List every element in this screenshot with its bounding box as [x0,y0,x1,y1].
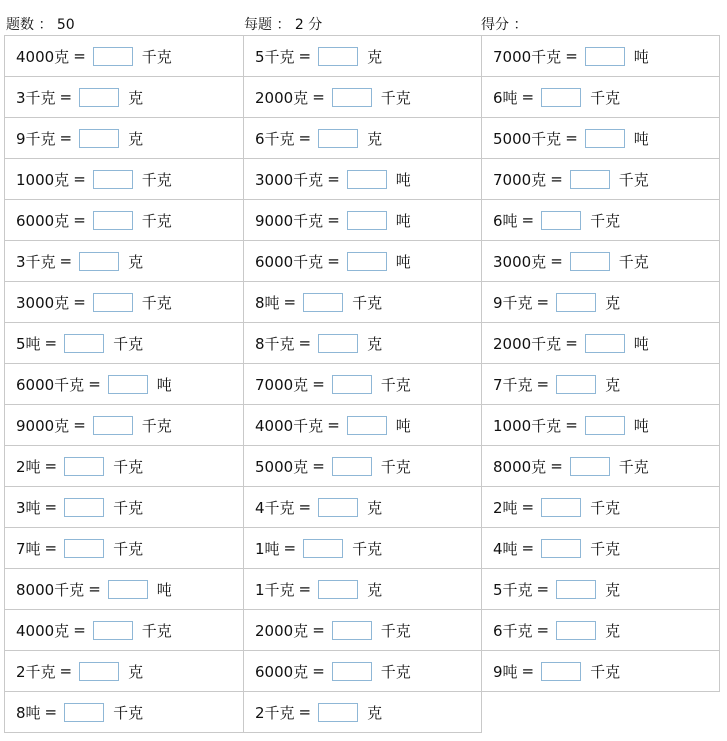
question-cell [5,36,244,77]
answer-input[interactable] [541,539,581,558]
question-quantity: 8吨 [16,703,41,722]
equals-sign: = [44,703,58,721]
question-cell [482,200,720,241]
answer-input[interactable] [318,334,358,353]
question-quantity: 6吨 [493,211,518,230]
answer-input[interactable] [585,334,625,353]
question-cell [244,692,482,733]
answer-unit: 千克 [590,498,621,517]
answer-input[interactable] [64,539,104,558]
score-label: 得分 ： [481,17,528,33]
answer-input[interactable] [332,662,372,681]
question-cell [482,405,720,446]
equals-sign: = [312,662,325,680]
question-cell [482,282,720,323]
answer-input[interactable] [318,129,358,148]
equals-sign: = [73,211,86,229]
answer-input[interactable] [64,498,104,517]
answer-input[interactable] [570,170,610,189]
equals-sign: = [73,47,86,65]
answer-unit: 吨 [633,416,649,435]
answer-input[interactable] [79,252,119,271]
answer-input[interactable] [541,498,581,517]
question-quantity: 8千克 [255,334,295,353]
answer-input[interactable] [347,170,387,189]
points-per-question: 每题 ： 2 分 [244,17,323,33]
answer-input[interactable] [332,621,372,640]
answer-input[interactable] [318,47,358,66]
question-cell [5,405,244,446]
equals-sign: = [59,252,73,270]
question-quantity: 8000克 [493,457,547,476]
equals-sign: = [550,170,563,188]
answer-unit: 克 [367,703,383,722]
question-quantity: 5000克 [255,457,309,476]
equals-sign: = [521,662,535,680]
answer-input[interactable] [64,334,104,353]
question-quantity: 8吨 [255,293,280,312]
question-cell [5,282,244,323]
question-cell [244,118,482,159]
question-cell [482,569,720,610]
answer-input[interactable] [318,498,358,517]
answer-unit: 吨 [633,129,649,148]
question-cell [244,282,482,323]
question-cell [5,77,244,118]
question-cell [244,446,482,487]
answer-unit: 千克 [590,211,621,230]
equals-sign: = [327,211,340,229]
question-quantity: 2000千克 [493,334,562,353]
question-quantity: 8000千克 [16,580,85,599]
answer-unit: 吨 [156,580,172,599]
equals-sign: = [565,416,578,434]
question-quantity: 4000克 [16,47,70,66]
question-cell [482,446,720,487]
question-quantity: 4000千克 [255,416,324,435]
equals-sign: = [283,539,297,557]
answer-unit: 克 [367,47,383,66]
question-quantity: 9吨 [493,662,518,681]
question-cell [244,569,482,610]
question-quantity: 5千克 [493,580,533,599]
answer-unit: 克 [128,662,144,681]
answer-unit: 克 [367,580,383,599]
question-quantity: 9000克 [16,416,70,435]
question-cell [482,118,720,159]
answer-unit: 克 [367,334,383,353]
answer-unit: 千克 [380,662,411,681]
answer-input[interactable] [556,621,596,640]
answer-input[interactable] [93,47,133,66]
equals-sign: = [536,621,550,639]
question-quantity: 2千克 [16,662,56,681]
question-cell [5,651,244,692]
answer-unit: 克 [128,129,144,148]
question-quantity: 4千克 [255,498,295,517]
question-cell [244,364,482,405]
question-quantity: 9000千克 [255,211,324,230]
equals-sign: = [521,211,535,229]
answer-unit: 千克 [113,457,144,476]
question-cell [482,77,720,118]
answer-input[interactable] [303,293,343,312]
question-quantity: 2000克 [255,621,309,640]
question-quantity: 5千克 [255,47,295,66]
equals-sign: = [312,375,325,393]
question-quantity: 7000克 [255,375,309,394]
equals-sign: = [298,334,312,352]
answer-unit: 千克 [618,252,649,271]
question-cell [482,487,720,528]
answer-input[interactable] [93,211,133,230]
question-grid [4,35,720,733]
answer-unit: 千克 [113,703,144,722]
answer-input[interactable] [585,129,625,148]
question-quantity: 2吨 [16,457,41,476]
answer-unit: 吨 [633,47,649,66]
answer-unit: 千克 [141,47,172,66]
question-cell [5,692,244,733]
answer-input[interactable] [93,293,133,312]
question-cell [244,528,482,569]
question-cell [482,36,720,77]
answer-input[interactable] [93,170,133,189]
equals-sign: = [536,375,550,393]
answer-input[interactable] [93,416,133,435]
equals-sign: = [59,88,73,106]
answer-unit: 克 [367,498,383,517]
answer-input[interactable] [332,457,372,476]
answer-unit: 吨 [633,334,649,353]
equals-sign: = [59,129,73,147]
answer-unit: 千克 [352,539,383,558]
equals-sign: = [521,88,535,106]
equals-sign: = [88,375,101,393]
question-quantity: 7吨 [16,539,41,558]
answer-unit: 吨 [395,416,411,435]
answer-input[interactable] [79,129,119,148]
question-quantity: 6千克 [493,621,533,640]
question-cell [5,487,244,528]
answer-input[interactable] [585,47,625,66]
answer-unit: 克 [605,580,621,599]
equals-sign: = [298,703,312,721]
equals-sign: = [521,498,535,516]
equals-sign: = [550,457,563,475]
question-cell [244,487,482,528]
answer-unit: 千克 [590,662,621,681]
question-cell [5,569,244,610]
equals-sign: = [312,621,325,639]
answer-input[interactable] [556,375,596,394]
question-cell [482,528,720,569]
question-quantity: 2吨 [493,498,518,517]
question-cell [244,610,482,651]
question-quantity: 1000千克 [493,416,562,435]
question-cell [482,241,720,282]
question-quantity: 9千克 [16,129,56,148]
answer-input[interactable] [64,703,104,722]
question-cell [5,241,244,282]
answer-unit: 千克 [590,539,621,558]
answer-unit: 千克 [113,498,144,517]
question-quantity: 3千克 [16,252,56,271]
question-cell [244,36,482,77]
equals-sign: = [565,334,578,352]
question-cell [5,364,244,405]
answer-unit: 千克 [618,457,649,476]
answer-unit: 千克 [380,621,411,640]
equals-sign: = [298,498,312,516]
answer-unit: 克 [367,129,383,148]
answer-unit: 克 [128,252,144,271]
question-cell [5,610,244,651]
equals-sign: = [298,129,312,147]
equals-sign: = [298,580,312,598]
answer-unit: 千克 [141,293,172,312]
answer-unit: 千克 [141,621,172,640]
worksheet-header [6,12,727,32]
empty-cell [482,692,720,733]
question-quantity: 6000千克 [16,375,85,394]
answer-input[interactable] [64,457,104,476]
question-cell [244,77,482,118]
answer-input[interactable] [332,88,372,107]
question-quantity: 6000千克 [255,252,324,271]
answer-input[interactable] [318,703,358,722]
question-quantity: 7千克 [493,375,533,394]
question-quantity: 6000克 [16,211,70,230]
question-cell [5,159,244,200]
question-quantity: 2000克 [255,88,309,107]
question-quantity: 6千克 [255,129,295,148]
answer-input[interactable] [347,252,387,271]
question-quantity: 7000克 [493,170,547,189]
question-quantity: 4000克 [16,621,70,640]
question-cell [482,159,720,200]
answer-unit: 千克 [590,88,621,107]
question-quantity: 7000千克 [493,47,562,66]
answer-unit: 千克 [141,211,172,230]
answer-unit: 千克 [141,416,172,435]
question-cell [5,200,244,241]
question-cell [244,200,482,241]
question-quantity: 6吨 [493,88,518,107]
answer-unit: 千克 [113,539,144,558]
question-cell [5,118,244,159]
answer-input[interactable] [303,539,343,558]
answer-input[interactable] [79,662,119,681]
answer-input[interactable] [347,211,387,230]
question-cell [482,651,720,692]
answer-input[interactable] [556,580,596,599]
answer-input[interactable] [570,457,610,476]
question-quantity: 9千克 [493,293,533,312]
question-quantity: 1吨 [255,539,280,558]
answer-unit: 千克 [380,457,411,476]
question-count: 题数 ： 50 [6,17,75,33]
answer-input[interactable] [541,88,581,107]
question-cell [5,323,244,364]
equals-sign: = [521,539,535,557]
answer-input[interactable] [332,375,372,394]
answer-input[interactable] [541,662,581,681]
answer-unit: 千克 [352,293,383,312]
answer-unit: 千克 [618,170,649,189]
question-quantity: 3000克 [16,293,70,312]
equals-sign: = [73,293,86,311]
answer-input[interactable] [108,375,148,394]
question-quantity: 6000克 [255,662,309,681]
question-quantity: 5000千克 [493,129,562,148]
answer-unit: 吨 [395,252,411,271]
question-cell [5,446,244,487]
equals-sign: = [312,457,325,475]
answer-unit: 克 [128,88,144,107]
equals-sign: = [44,539,58,557]
equals-sign: = [73,170,86,188]
question-cell [482,610,720,651]
equals-sign: = [327,416,340,434]
answer-unit: 吨 [395,211,411,230]
answer-unit: 克 [605,621,621,640]
question-quantity: 3千克 [16,88,56,107]
question-cell [244,651,482,692]
answer-input[interactable] [347,416,387,435]
answer-unit: 克 [605,293,621,312]
question-quantity: 5吨 [16,334,41,353]
equals-sign: = [550,252,563,270]
answer-input[interactable] [570,252,610,271]
question-cell [482,364,720,405]
question-quantity: 2千克 [255,703,295,722]
answer-input[interactable] [108,580,148,599]
question-quantity: 3000千克 [255,170,324,189]
answer-unit: 千克 [380,88,411,107]
answer-unit: 克 [605,375,621,394]
answer-unit: 吨 [156,375,172,394]
answer-input[interactable] [93,621,133,640]
answer-unit: 千克 [380,375,411,394]
question-cell [244,323,482,364]
equals-sign: = [88,580,101,598]
answer-input[interactable] [585,416,625,435]
equals-sign: = [73,416,86,434]
equals-sign: = [44,498,58,516]
equals-sign: = [312,88,325,106]
answer-unit: 千克 [113,334,144,353]
equals-sign: = [59,662,73,680]
question-cell [482,323,720,364]
answer-input[interactable] [541,211,581,230]
equals-sign: = [298,47,312,65]
equals-sign: = [283,293,297,311]
equals-sign: = [44,334,58,352]
equals-sign: = [536,293,550,311]
equals-sign: = [73,621,86,639]
answer-input[interactable] [556,293,596,312]
question-cell [5,528,244,569]
question-quantity: 3000克 [493,252,547,271]
answer-input[interactable] [79,88,119,107]
question-cell [244,159,482,200]
question-cell [244,405,482,446]
equals-sign: = [565,129,578,147]
equals-sign: = [565,47,578,65]
question-quantity: 4吨 [493,539,518,558]
answer-input[interactable] [318,580,358,599]
question-quantity: 1000克 [16,170,70,189]
question-cell [244,241,482,282]
equals-sign: = [536,580,550,598]
answer-unit: 吨 [395,170,411,189]
question-quantity: 1千克 [255,580,295,599]
equals-sign: = [327,252,340,270]
equals-sign: = [327,170,340,188]
answer-unit: 千克 [141,170,172,189]
question-quantity: 3吨 [16,498,41,517]
equals-sign: = [44,457,58,475]
